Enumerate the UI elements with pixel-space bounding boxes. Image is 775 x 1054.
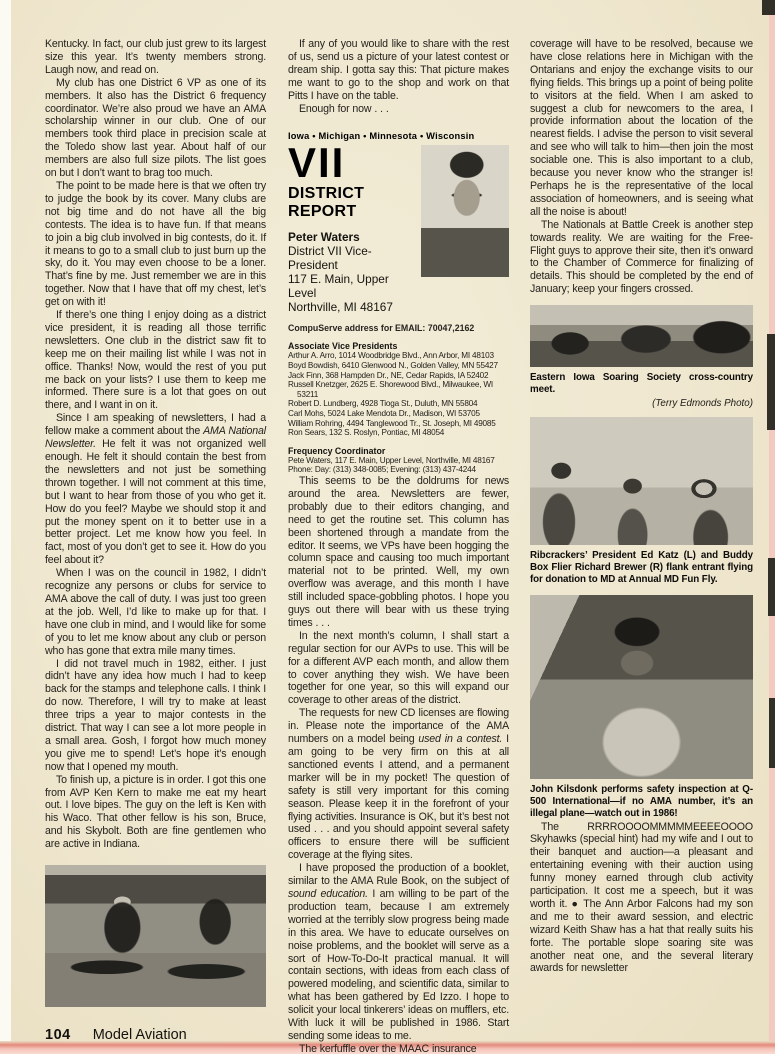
- avp-entry: Arthur A. Arro, 1014 Woodbridge Blvd., Ann Arbor, MI 48103: [288, 351, 494, 361]
- avp-entry: Robert D. Lundberg, 4928 Tioga St., Duluth, MN 55804: [288, 399, 478, 409]
- article-paragraph: Enough for now . . .: [299, 102, 389, 115]
- article-paragraph: In the next month’s column, I shall start a regular section for our AVPs to use. This will be for a different AVP each month, and allow them to cover anything they wish. We have been together for one year, so this will expand our coverage to other areas of the district.: [288, 629, 509, 707]
- article-paragraph: The point to be made here is that we often try to judge the book by its cover. Many clubs are not big time and do not have all the big contests. The idea is to have fun. If that means to join a big club involved in big contests, do it. If it means to go to a small club to just burn up the sky, do it. You may even choose to be a loner. That’s fine by me. Just remember we are in this together. Now that I have that off my chest, let’s get on with it!: [45, 179, 266, 309]
- photo-caption: Eastern Iowa Soaring Society cross-country meet.: [530, 372, 753, 396]
- district-numeral: VII: [288, 139, 346, 187]
- avp-heading: Associate Vice Presidents: [288, 341, 398, 352]
- officer-title: District VII Vice-President: [288, 244, 372, 273]
- photo-caption: Ribcrackers’ President Ed Katz (L) and Buddy Box Flier Richard Brewer (R) flank entrant flying for donation to MD at Annual MD Fun Fly.: [530, 549, 753, 586]
- avp-entry: Jack Finn, 368 Hampden Dr., NE, Cedar Rapids, IA 52402: [288, 370, 489, 380]
- page-edge-right: [769, 0, 775, 1054]
- article-paragraph: [288, 862, 509, 1043]
- article-paragraph: When I was on the council in 1982, I didn’t recognize any persons or clubs for service to AMA above the call of duty. I was just too green at the job. Well, I’d like to make up for that. I have one club in mind, and I would like for some of you to let me know about any club or person who has gone that extra mile many times.: [45, 567, 266, 657]
- officer-name: Peter Waters: [288, 230, 360, 245]
- district-report-header: [288, 141, 509, 314]
- italic-title: AMA National Newsletter.: [45, 425, 266, 451]
- article-paragraph: coverage will have to be resolved, because we have close relations here in Michigan with the Ontarians and enjoy the exchange visits to our flying fields. This brings up a point of being polite to visitors at the field. When I am asked to suggest a club for newcomers to the area, I provide information about the location of the nearest fields. I advise the person to visit several and see who will talk to him—then join the most sociable one. This is also important to a club, because you never know who the stranger is! Perhaps he is the representative of the local association of homeowners, and is seeing what all the noise is about!: [530, 38, 753, 218]
- frequency-coordinator-heading: Frequency Coordinator: [288, 445, 386, 456]
- page-number: 104: [45, 1027, 71, 1043]
- paragraph-text: I am going to be very firm on this at all sanctioned events I attend, and a permanent marker will be in my pocket! The question of safety is still very important for this coming season. Please keep it in the forefront of your flying activities. Insurance is OK, but it’s best not used . . . and you should appoint several safety officers to ensure there will be sufficient coverage at the flying sites.: [288, 733, 509, 862]
- photo-safety-inspection: [530, 595, 753, 779]
- paragraph-text: I am willing to be part of the production team, because I am extremely worried at the terribly slow progress being made in this area. We have to educate ourselves on noise problems, and the booklet will serve as a sort of How-To-Do-It practical manual. It will contain sections, with ideas from each class of powered modeling, and scientific data, similar to what has been gathered by Ed Izzo. I hope to solicit your local tinkerers’ ideas on mufflers, etc. With luck it will be published in 1986. Start sending some ideas to me.: [288, 887, 509, 1042]
- photo-md-fun-fly: [530, 417, 753, 545]
- article-paragraph: I did not travel much in 1982, either. I just didn’t have any idea how much I had to keep back for the stamps and telephone calls. I think I do now. Therefore, I will try to make at least three trips a year to major contests in the district. That way I can see a lot more people in a small area. Gosh, I forgot how much money you give me to spend! Let’s hope it’s enough now that I opened my mouth.: [45, 657, 266, 773]
- officer-address-line: Northville, MI 48167: [288, 300, 393, 315]
- italic-phrase: used in a contest.: [418, 733, 503, 746]
- frequency-coordinator-phone: Phone: Day: (313) 348-0085; Evening: (313) 437-4244: [288, 465, 476, 475]
- paragraph-text: Since I am speaking of newsletters, I had a fellow make a comment about the: [45, 412, 266, 438]
- avp-entry: William Rohring, 4494 Tanglewood Tr., St. Joseph, MI 49085: [288, 418, 496, 428]
- italic-phrase: sound education.: [288, 887, 368, 900]
- article-paragraph: To finish up, a picture is in order. I got this one from AVP Ken Kern to make me eat my heart out. I love bipes. The guy on the left is Ken with his Waco. That other fellow is his son, Bruce, and his Skybolt. Both are fine gentlemen who are active in Indiana.: [45, 773, 266, 851]
- district-report-titles: [288, 141, 421, 314]
- scan-smudge: [768, 558, 775, 616]
- article-paragraph: This seems to be the doldrums for news around the area. Newsletters are fewer, probably due to their editors changing, and need to get the routine set. This column has been shortened through a mandate from the editor. It seems, we VPs have been hogging the column space and causing too much important material not to be printed. Well, my own overflow was average, and this month I have still included space-gobbling photos. I hope you guys out there will bear with us these trying times . . .: [288, 474, 509, 629]
- photo-caption: John Kilsdonk performs safety inspection at Q-500 International—if no AMA number, it’s an illegal plane—watch out in 1986!: [530, 783, 753, 820]
- frequency-coordinator-address: Pete Waters, 117 E. Main, Upper Level, Northville, MI 48167: [288, 455, 495, 465]
- avp-entry: Ron Sears, 132 S. Roslyn, Pontiac, MI 48054: [288, 428, 445, 438]
- column-middle: [288, 38, 509, 1054]
- magazine-title: Model Aviation: [92, 1027, 187, 1043]
- article-paragraph: [288, 707, 509, 862]
- scan-smudge: [762, 0, 775, 15]
- article-paragraph: [45, 412, 266, 567]
- report-title: DISTRICT REPORT: [288, 185, 365, 221]
- column-left: [45, 38, 266, 1007]
- paragraph-text: He felt it was not organized well enough. He felt it should contain the best from the newsletters and not just be something thrown together. I will not comment at this time, but I want to hear from those of you who get it. How do you feel? Maybe we should stop it and put the money spent on it to better use in a better project. Let me know how you feel. In fact, most of you don’t get to see it. How do you feel about it?: [45, 438, 266, 567]
- page-footer: [45, 1027, 187, 1043]
- article-paragraph: My club has one District 6 VP as one of its members. It also has the District 6 frequency coordinator. We’re also proud we have an AMA scholarship winner in our club. One of our members took third place in precision scale at the Toledo show last year. About half of our members are also full size pilots. The list goes on but I don’t want to brag too much.: [45, 76, 266, 180]
- article-paragraph: The kerfuffle over the MAAC insurance: [299, 1042, 477, 1054]
- article-paragraph: Kentucky. In fact, our club just grew to its largest size this year. It’s twenty members strong. Laugh now, and read on.: [45, 38, 266, 76]
- article-paragraph: The RRRROOOOMMMMMEEEEOOOO Skyhawks (special hint) had my wife and I out to their banquet and auction—a pleasant and entertaining evening with their auction using funny money earned through club activity participation. It cost me a speech, but it was worth it. ● The Ann Arbor Falcons had my son and me to their award session, and electric wizard Keith Shaw has a hat that really suits his forte. The portable slope soaring site was another neat one, and the several literary awards for newsletter: [530, 820, 753, 975]
- column-right: [530, 38, 753, 975]
- officer-address-line: 117 E. Main, Upper Level: [288, 272, 389, 301]
- scan-smudge: [769, 698, 775, 768]
- compuserve-email-line: CompuServe address for EMAIL: 70047,2162: [288, 323, 475, 334]
- paragraph-text: I have proposed the production of a booklet, similar to the AMA Rule Book, on the subject of: [288, 862, 509, 888]
- article-paragraph: If there’s one thing I enjoy doing as a district vice president, it is reading all those terrific newsletters. One club in the district saw fit to keep me on their mailing list while I was not in office. Thanks! Now, would the rest of you put me back on your lists? I use them to keep me informed. There sure is a lot that goes on out there, and I want in on it.: [45, 309, 266, 412]
- article-paragraph: The Nationals at Battle Creek is another step towards reality. We are waiting for the Free-Flight guys to approve their site, then it’s onward to the Chamber of Commerce for finalizing of details. This should be completed by the end of January; keep your fingers crossed.: [530, 218, 753, 296]
- page-edge-left: [0, 0, 11, 1054]
- avp-entry: Boyd Bowdish, 6410 Glenwood N., Golden Valley, MN 55427: [288, 361, 498, 371]
- avp-entry: Carl Mohs, 5024 Lake Mendota Dr., Madison, WI 53705: [288, 409, 480, 418]
- avp-entry: Russell Knetzger, 2625 E. Shorewood Blvd., Milwaukee, WI 53211: [288, 380, 493, 399]
- scan-smudge: [767, 334, 775, 430]
- portrait-peter-waters: [421, 145, 509, 277]
- photo-soaring-meet: [530, 305, 753, 367]
- paragraph-text: The requests for new CD licenses are flowing in. Please note the importance of the AMA numbers on a model being: [288, 707, 509, 746]
- article-paragraph: If any of you would like to share with the rest of us, send us a picture of your latest contest or dream ship. I gotta say this: That picture makes me want to go to the shop and work on that Pitts I have on the table.: [288, 38, 509, 102]
- officer-info: [288, 230, 416, 314]
- district-states-line: Iowa • Michigan • Minnesota • Wisconsin: [288, 131, 475, 142]
- photo-credit: (Terry Edmonds Photo): [652, 397, 753, 409]
- photo-ken-kern-biplanes: [45, 865, 266, 1007]
